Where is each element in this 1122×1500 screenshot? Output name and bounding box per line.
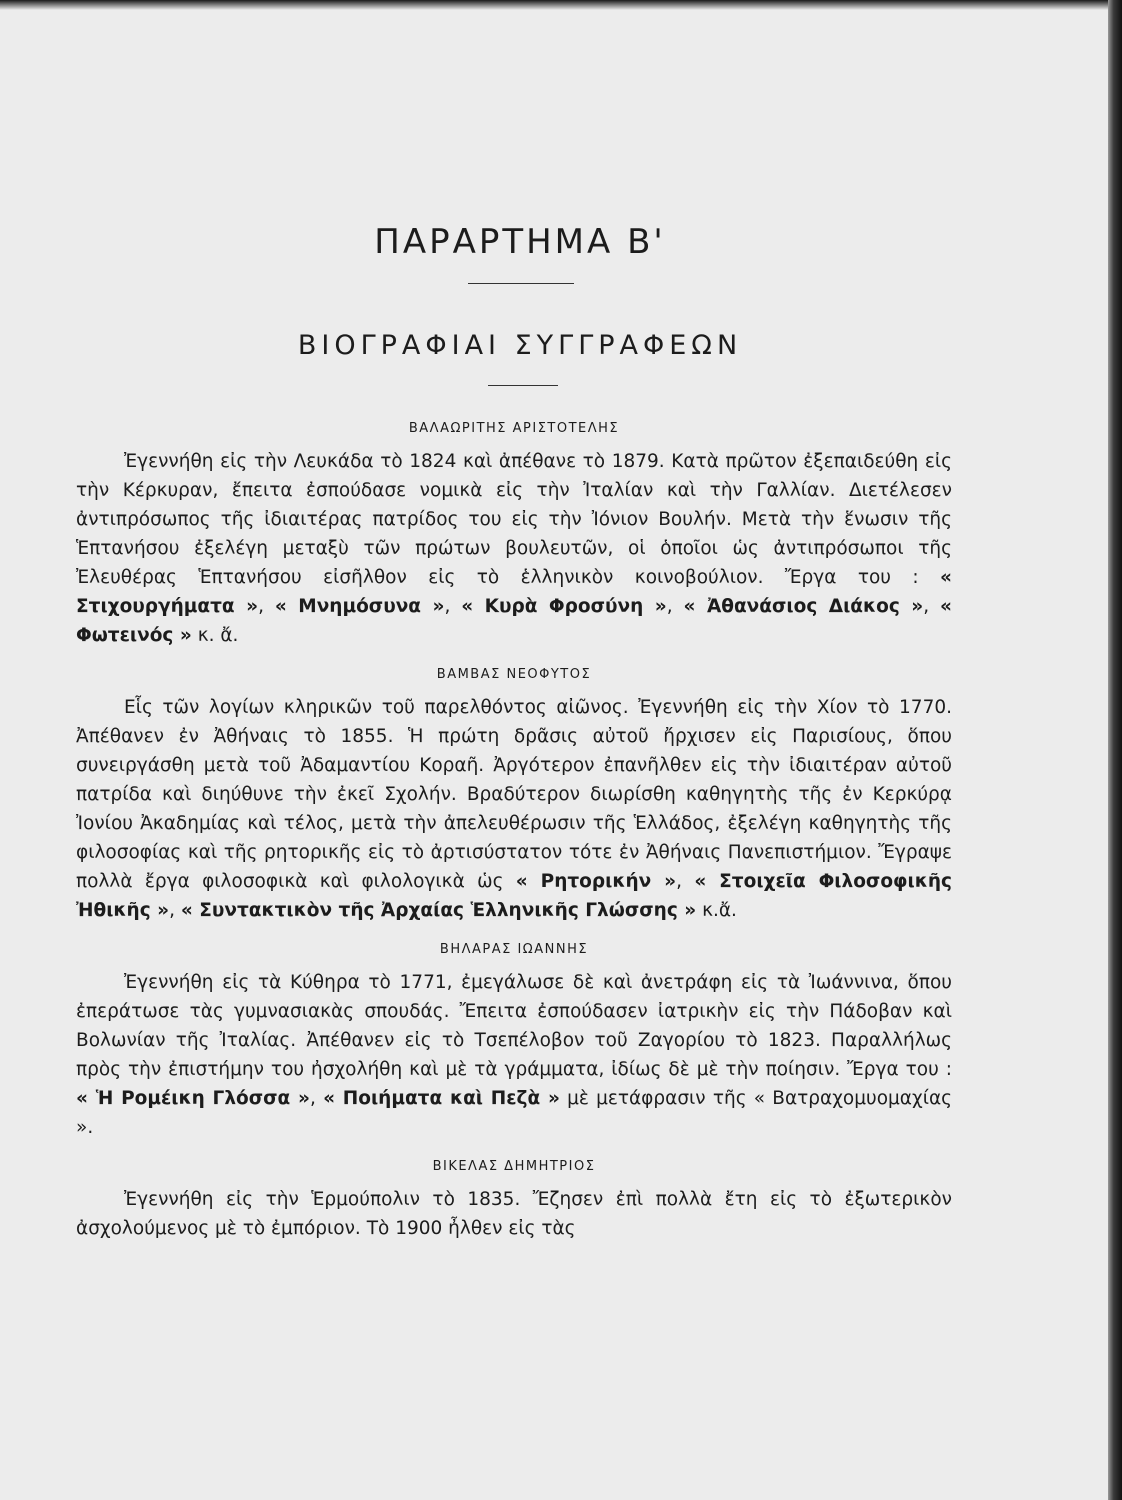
scan-top-shadow xyxy=(0,0,1108,10)
work-title: « Κυρὰ Φροσύνη » xyxy=(461,596,667,617)
entry-vikelas xyxy=(76,1156,952,1243)
subtitle-rule xyxy=(488,385,558,386)
work-title: « Ρητορικήν » xyxy=(515,871,677,892)
page-title: ΠΑΡΑΡΤΗΜΑ Β' xyxy=(374,222,666,262)
work-title: « Ποιήματα καὶ Πεζὰ » xyxy=(323,1088,560,1109)
entry-vamvas xyxy=(76,664,952,925)
entry-text: Ἐγεννήθη εἰς τὰ Κύθηρα τὸ 1771, ἐμεγάλωσε δὲ καὶ ἀνετράφη εἰς τὰ Ἰωάννινα, ὅπου ἐπεράτωσε τὰς γυμνασιακὰς σπουδάς. Ἔπειτα ἐσπούδασεν ἰατρικὴν εἰς τὴν Πάδοβαν καὶ Βολωνίαν τῆς Ἰταλίας. Ἀπέθανεν εἰς τὸ Τσεπέλοβον τοῦ Ζαγορίου τὸ 1823. Παραλλήλως πρὸς τὴν ἐπιστήμην του ἠσχολήθη καὶ μὲ τὰ γράμματα, ἰδίως δὲ μὲ τὴν ποίησιν. Ἔργα του : xyxy=(76,972,952,1080)
entry-ending: μὲ μετάφρασιν τῆς « Βατραχομυομαχίας ». xyxy=(76,1088,953,1138)
work-title: « Στιχουργήματα » xyxy=(76,567,952,617)
entry-heading: ΒΑΛΑΩΡΙΤΗΣ ΑΡΙΣΤΟΤΕΛΗΣ xyxy=(408,421,620,436)
title-rule xyxy=(468,283,574,284)
entry-vilaras xyxy=(76,939,952,1142)
page-edge-shadow xyxy=(1108,0,1122,1500)
entry-text: Ἐγεννήθη εἰς τὴν Λευκάδα τὸ 1824 καὶ ἀπέθανε τὸ 1879. Κατὰ πρῶτον ἐξεπαιδεύθη εἰς τὴν Κέρκυραν, ἔπειτα ἐσπούδασε νομικὰ εἰς τὴν Ἰταλίαν καὶ τὴν Γαλλίαν. Διετέλεσεν ἀντιπρόσωπος τῆς ἰδιαιτέρας πατρίδος του εἰς τὴν Ἰόνιον Βουλήν. Μετὰ τὴν ἕνωσιν τῆς Ἑπτανήσου ἐξελέγη μεταξὺ τῶν πρώτων βουλευτῶν, οἱ ὁποῖοι ὡς ἀντιπρόσωποι τῆς Ἐλευθέρας Ἑπτανήσου εἰσῆλθον εἰς τὸ ἑλληνικὸν κοινοβούλιον. Ἔργα του : xyxy=(76,451,952,588)
entry-heading: ΒΙΚΕΛΑΣ ΔΗΜΗΤΡΙΟΣ xyxy=(432,1159,596,1174)
entry-body: Ἐγεννήθη εἰς τὰ Κύθηρα τὸ 1771, ἐμεγάλωσε δὲ καὶ ἀνετράφη εἰς τὰ Ἰωάννινα, ὅπου ἐπεράτωσε τὰς γυμνασιακὰς σπουδάς. Ἔπειτα ἐσπούδασεν ἰατρικὴν εἰς τὴν Πάδοβαν καὶ Βολωνίαν τῆς Ἰταλίας. Ἀπέθανεν εἰς τὸ Τσεπέλοβον τοῦ Ζαγορίου τὸ 1823. Παραλλήλως πρὸς τὴν ἐπιστήμην του ἠσχολήθη καὶ μὲ τὰ γράμματα, ἰδίως δὲ μὲ τὴν ποίησιν. Ἔργα του : « Ἡ Ρομέικη Γλόσσα », « Ποιήματα καὶ Πεζὰ » μὲ μετάφρασιν τῆς « Βατραχομυομαχίας ». xyxy=(76,972,953,1138)
work-title: « Ἀθανάσιος Διάκος » xyxy=(683,596,924,617)
work-title: « Στοιχεῖα Φιλοσοφικῆς Ἠθικῆς » xyxy=(76,871,953,921)
entry-body: Εἷς τῶν λογίων κληρικῶν τοῦ παρελθόντος αἰῶνος. Ἐγεννήθη εἰς τὴν Χίον τὸ 1770. Ἀπέθανεν ἐν Ἀθήναις τὸ 1855. Ἡ πρώτη δρᾶσις αὐτοῦ ἤρχισεν εἰς Παρισίους, ὅπου συνειργάσθη μετὰ τοῦ Ἀδαμαντίου Κοραῆ. Ἀργότερον ἐπανῆλθεν εἰς τὴν ἰδιαιτέραν αὐτοῦ πατρίδα καὶ διηύθυνε τὴν ἐκεῖ Σχολήν. Βραδύτερον διωρίσθη καθηγητὴς τῆς ἐν Κερκύρᾳ Ἰονίου Ἀκαδημίας καὶ τέλος, μετὰ τὴν ἀπελευθέρωσιν τῆς Ἑλλάδος, ἐξελέγη καθηγητὴς τῆς φιλοσοφίας καὶ τῆς ρητορικῆς εἰς τὸ ἀρτισύστατον τότε ἐν Ἀθήναις Πανεπιστήμιον. Ἔγραψε πολλὰ ἔργα φιλοσοφικὰ καὶ φιλολογικὰ ὡς « Ρητορικήν », « Στοιχεῖα Φιλοσοφικῆς Ἠθικῆς », « Συντακτικὸν τῆς Ἀρχαίας Ἑλληνικῆς Γλώσσης » κ.ἄ. xyxy=(76,697,953,921)
work-title: « Φωτεινός » xyxy=(76,596,952,646)
page-subtitle: ΒΙΟΓΡΑΦΙΑΙ ΣΥΓΓΡΑΦΕΩΝ xyxy=(297,330,743,361)
work-title: « Ἡ Ρομέικη Γλόσσα » xyxy=(76,1088,310,1109)
entry-heading: ΒΗΛΑΡΑΣ ΙΩΑΝΝΗΣ xyxy=(439,942,589,957)
work-title: « Μνημόσυνα » xyxy=(274,596,445,617)
entry-heading: ΒΑΜΒΑΣ ΝΕΟΦΥΤΟΣ xyxy=(436,667,592,682)
work-title: « Συντακτικὸν τῆς Ἀρχαίας Ἑλληνικῆς Γλώσσης » xyxy=(180,900,697,921)
entry-ending: κ.ἄ. xyxy=(702,900,737,921)
entry-body xyxy=(76,1185,952,1243)
entry-ending: κ. ἄ. xyxy=(197,625,239,646)
entries-column xyxy=(76,418,952,1243)
entry-body: Ἐγεννήθη εἰς τὴν Λευκάδα τὸ 1824 καὶ ἀπέθανε τὸ 1879. Κατὰ πρῶτον ἐξεπαιδεύθη εἰς τὴν Κέρκυραν, ἔπειτα ἐσπούδασε νομικὰ εἰς τὴν Ἰταλίαν καὶ τὴν Γαλλίαν. Διετέλεσεν ἀντιπρόσωπος τῆς ἰδιαιτέρας πατρίδος του εἰς τὴν Ἰόνιον Βουλήν. Μετὰ τὴν ἕνωσιν τῆς Ἑπτανήσου ἐξελέγη μεταξὺ τῶν πρώτων βουλευτῶν, οἱ ὁποῖοι ὡς ἀντιπρόσωποι τῆς Ἐλευθέρας Ἑπτανήσου εἰσῆλθον εἰς τὸ ἑλληνικὸν κοινοβούλιον. Ἔργα του : « Στιχουργήματα », « Μνημόσυνα », « Κυρὰ Φροσύνη », « Ἀθανάσιος Διάκος », « Φωτεινός » κ. ἄ. xyxy=(76,451,952,646)
entry-text: Εἷς τῶν λογίων κληρικῶν τοῦ παρελθόντος αἰῶνος. Ἐγεννήθη εἰς τὴν Χίον τὸ 1770. Ἀπέθανεν ἐν Ἀθήναις τὸ 1855. Ἡ πρώτη δρᾶσις αὐτοῦ ἤρχισεν εἰς Παρισίους, ὅπου συνειργάσθη μετὰ τοῦ Ἀδαμαντίου Κοραῆ. Ἀργότερον ἐπανῆλθεν εἰς τὴν ἰδιαιτέραν αὐτοῦ πατρίδα καὶ διηύθυνε τὴν ἐκεῖ Σχολήν. Βραδύτερον διωρίσθη καθηγητὴς τῆς ἐν Κερκύρᾳ Ἰονίου Ἀκαδημίας καὶ τέλος, μετὰ τὴν ἀπελευθέρωσιν τῆς Ἑλλάδος, ἐξελέγη καθηγητὴς τῆς φιλοσοφίας καὶ τῆς ρητορικῆς εἰς τὸ ἀρτισύστατον τότε ἐν Ἀθήναις Πανεπιστήμιον. Ἔγραψε πολλὰ ἔργα φιλοσοφικὰ καὶ φιλολογικὰ ὡς xyxy=(76,697,952,892)
entry-valaoritis xyxy=(76,418,952,650)
entry-text: Ἐγεννήθη εἰς τὴν Ἑρμούπολιν τὸ 1835. Ἔζησεν ἐπὶ πολλὰ ἔτη εἰς τὸ ἐξωτερικὸν ἀσχολούμενος μὲ τὸ ἐμπόριον. Τὸ 1900 ἦλθεν εἰς τὰς xyxy=(76,1189,952,1239)
